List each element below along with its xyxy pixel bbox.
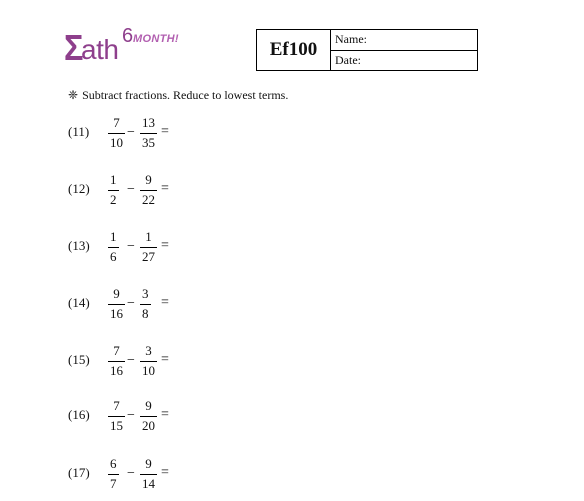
second-fraction	[140, 173, 157, 207]
fraction-bar	[108, 247, 119, 248]
numerator: 3	[145, 343, 152, 358]
fraction-bar	[108, 416, 125, 417]
equals-sign: =	[161, 181, 169, 196]
numerator: 1	[110, 229, 117, 244]
numerator: 1	[110, 172, 117, 187]
problem-row	[68, 230, 268, 270]
first-fraction	[108, 457, 119, 491]
denominator: 16	[110, 363, 123, 378]
site-logo	[64, 26, 194, 72]
second-fraction	[140, 287, 151, 321]
equals-sign: =	[161, 295, 169, 310]
fraction-bar	[108, 474, 119, 475]
numerator: 9	[145, 172, 152, 187]
fraction-bar	[140, 361, 157, 362]
numerator: 13	[142, 115, 155, 130]
logo-ath: ath	[81, 34, 119, 65]
denominator: 10	[110, 135, 123, 150]
second-fraction	[140, 344, 157, 378]
first-fraction	[108, 116, 125, 150]
numerator: 7	[113, 343, 120, 358]
minus-sign: −	[127, 408, 135, 423]
name-field[interactable]: Name:	[335, 32, 367, 47]
numerator: 1	[145, 229, 152, 244]
equals-sign: =	[161, 465, 169, 480]
problem-row	[68, 287, 268, 327]
problem-number: (12)	[68, 181, 90, 196]
fraction-bar	[108, 190, 119, 191]
first-fraction	[108, 399, 125, 433]
second-fraction	[140, 230, 157, 264]
minus-sign: −	[127, 239, 135, 254]
denominator: 27	[142, 249, 155, 264]
fraction-bar	[108, 304, 125, 305]
fraction-bar	[140, 304, 151, 305]
logo-tagline: MONTH!	[133, 33, 179, 45]
instructions	[68, 88, 288, 103]
problem-number: (13)	[68, 238, 90, 253]
worksheet-header	[256, 29, 478, 71]
numerator: 9	[113, 286, 120, 301]
problem-row	[68, 173, 268, 213]
denominator: 15	[110, 418, 123, 433]
second-fraction	[140, 399, 157, 433]
minus-sign: −	[127, 182, 135, 197]
date-field[interactable]: Date:	[331, 50, 477, 71]
minus-sign: −	[127, 353, 135, 368]
problem-row	[68, 116, 268, 156]
problem-row	[68, 344, 268, 384]
numerator: 7	[113, 115, 120, 130]
denominator: 22	[142, 192, 155, 207]
instruction-text: Subtract fractions. Reduce to lowest terms.	[82, 88, 289, 102]
denominator: 14	[142, 476, 155, 491]
equals-sign: =	[161, 124, 169, 139]
denominator: 20	[142, 418, 155, 433]
logo-superscript: 6	[122, 25, 134, 47]
equals-sign: =	[161, 407, 169, 422]
fraction-bar	[140, 416, 157, 417]
fraction-bar	[140, 474, 157, 475]
problem-number: (15)	[68, 352, 90, 367]
equals-sign: =	[161, 238, 169, 253]
denominator: 6	[110, 249, 117, 264]
numerator: 9	[145, 456, 152, 471]
fraction-bar	[108, 133, 125, 134]
minus-sign: −	[127, 466, 135, 481]
student-fields	[331, 30, 477, 70]
minus-sign: −	[127, 296, 135, 311]
numerator: 3	[142, 286, 149, 301]
second-fraction	[140, 457, 157, 491]
fraction-bar	[140, 133, 157, 134]
equals-sign: =	[161, 352, 169, 367]
first-fraction	[108, 344, 125, 378]
problem-number: (11)	[68, 124, 90, 139]
numerator: 9	[145, 398, 152, 413]
denominator: 7	[110, 476, 117, 491]
problem-number: (16)	[68, 407, 90, 422]
first-fraction	[108, 287, 125, 321]
worksheet-code: Ef100	[257, 30, 331, 70]
denominator: 35	[142, 135, 155, 150]
first-fraction	[108, 230, 119, 264]
first-fraction	[108, 173, 119, 207]
fraction-bar	[108, 361, 125, 362]
problem-number: (14)	[68, 295, 90, 310]
denominator: 2	[110, 192, 117, 207]
numerator: 6	[110, 456, 117, 471]
minus-sign: −	[127, 125, 135, 140]
denominator: 10	[142, 363, 155, 378]
denominator: 8	[142, 306, 149, 321]
numerator: 7	[113, 398, 120, 413]
problem-row	[68, 399, 268, 439]
logo-sigma: Σ	[64, 27, 84, 68]
denominator: 16	[110, 306, 123, 321]
fraction-bar	[140, 190, 157, 191]
fraction-bar	[140, 247, 157, 248]
second-fraction	[140, 116, 157, 150]
problem-number: (17)	[68, 465, 90, 480]
asterism-icon: ❈	[68, 88, 79, 102]
problem-row	[68, 457, 268, 497]
